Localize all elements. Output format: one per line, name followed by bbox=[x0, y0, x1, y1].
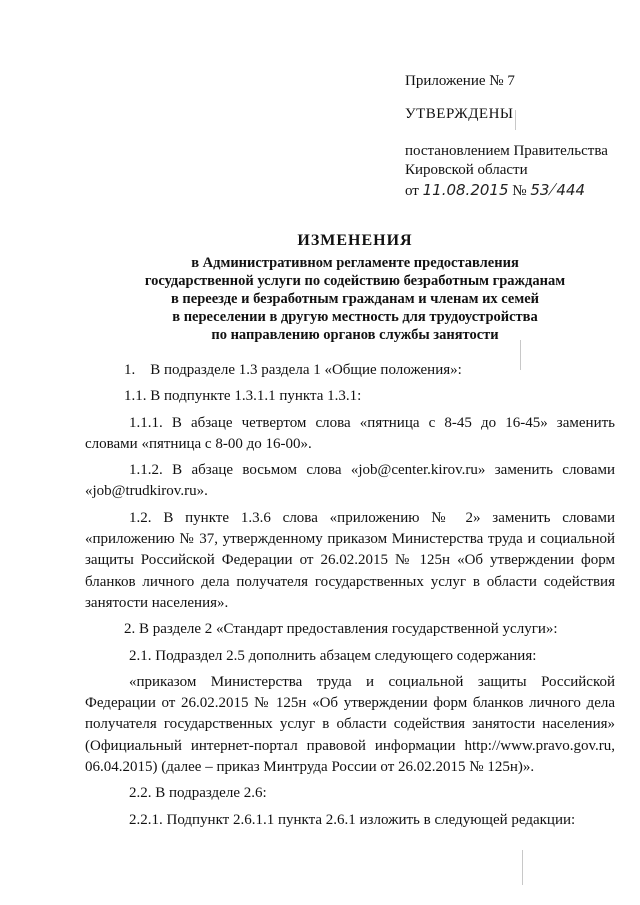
paragraph: 1.1. В подпункте 1.3.1.1 пункта 1.3.1: bbox=[124, 388, 362, 405]
approved-label: УТВЕРЖДЕНЫ bbox=[405, 106, 514, 122]
paragraph: 2. В разделе 2 «Стандарт предоставления государственной услуги»: bbox=[124, 621, 558, 638]
handwritten-number-a: 53 bbox=[530, 181, 550, 199]
date-prefix: от bbox=[405, 183, 419, 199]
document-title bbox=[95, 232, 615, 344]
paragraph: 2.2.1. Подпункт 2.6.1.1 пункта 2.6.1 изложить в следующей редакции: bbox=[129, 811, 576, 828]
approval-line-2: Кировской области bbox=[405, 162, 528, 178]
scan-artifact bbox=[515, 110, 516, 130]
title-line: государственной услуги по содействию безработным гражданам bbox=[144, 273, 566, 289]
scan-artifact bbox=[520, 340, 521, 370]
title-line: в переезде и безработным гражданам и членам их семей bbox=[170, 291, 540, 307]
appendix-number: Приложение № 7 bbox=[405, 73, 515, 89]
paragraph: 2.2. В подразделе 2.6: bbox=[129, 785, 267, 802]
scan-artifact bbox=[522, 850, 523, 885]
title-line: в переселении в другую местность для трудоустройства bbox=[172, 309, 538, 325]
title-line: по направлению органов службы занятости bbox=[211, 327, 499, 343]
document-body bbox=[85, 360, 615, 831]
slash-mark: / bbox=[546, 179, 560, 199]
paragraph: 2.1. Подраздел 2.5 дополнить абзацем следующего содержания: bbox=[129, 647, 537, 664]
approval-block bbox=[405, 72, 635, 201]
paragraph: 1.1.2. В абзаце восьмом слова «job@center.kirov.ru» заменить словами «job@trudkirov.ru». bbox=[85, 462, 615, 500]
handwritten-number-b: 444 bbox=[556, 181, 586, 199]
paragraph: 1.2. В пункте 1.3.6 слова «приложению № 2» заменить словами «приложению № 37, утвержденному приказом Министерства труда и социальной защиты Российской Федерации от 26.02.2015 № 125н «Об утверждении форм бланков личного дела получателя государственных услуг в области содействия занятости населения». bbox=[85, 509, 615, 611]
title-line: в Административном регламенте предоставления bbox=[191, 255, 519, 271]
number-sign: № bbox=[512, 183, 527, 199]
paragraph: «приказом Министерства труда и социальной защиты Российской Федерации от 26.02.2015 № 125н «Об утверждении форм бланков личного дела получателя государственных услуг в области содействия занятости населения» (Официальный интернет-портал правовой информации http://www.pravo.gov.ru, 06.04.2015) (далее – приказ Минтруда России от 26.02.2015 № 125н)». bbox=[85, 673, 615, 776]
paragraph: 1. В подразделе 1.3 раздела 1 «Общие положения»: bbox=[124, 362, 462, 378]
title-heading: ИЗМЕНЕНИЯ bbox=[297, 232, 413, 249]
approval-line-1: постановлением Правительства bbox=[405, 143, 608, 159]
paragraph: 1.1.1. В абзаце четвертом слова «пятница с 8-45 до 16-45» заменить словами «пятница с 8-00 до 16-00». bbox=[85, 414, 615, 452]
handwritten-date: 11.08.2015 bbox=[422, 181, 509, 199]
approval-date-line bbox=[405, 180, 635, 201]
